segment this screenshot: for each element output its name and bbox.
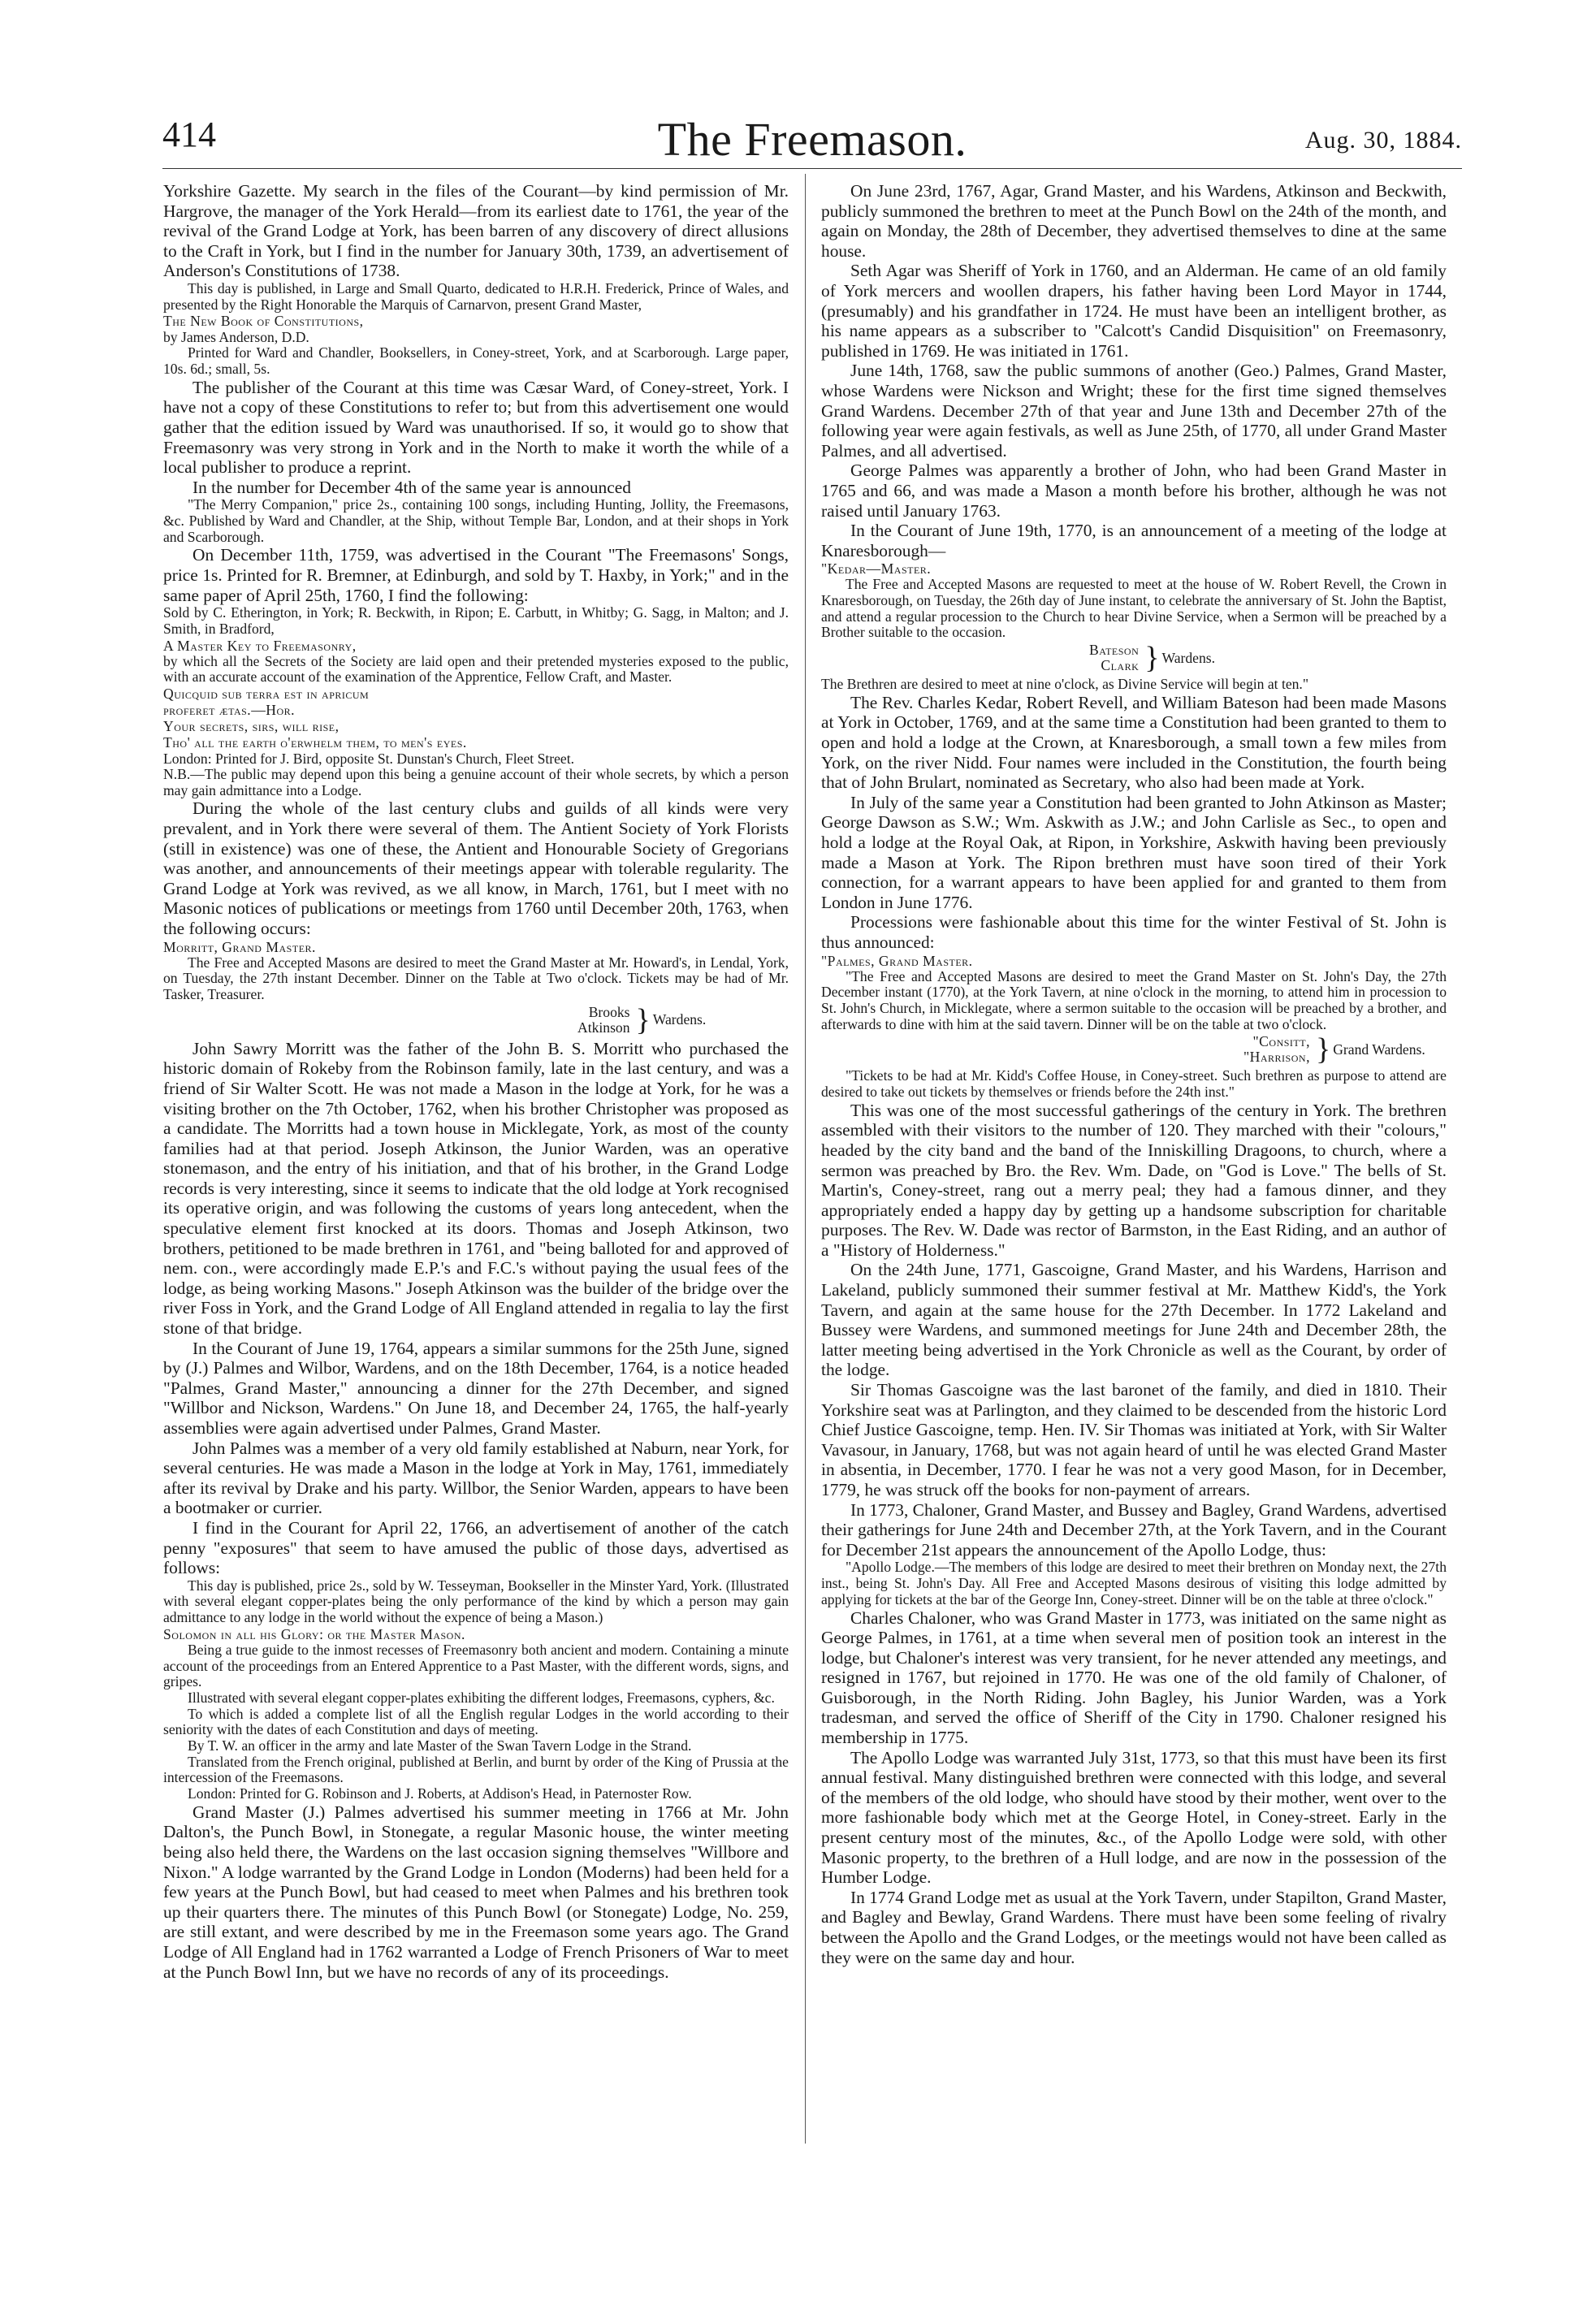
article-paragraph: On the 24th June, 1771, Gascoigne, Grand Master, and his Wardens, Harrison and Lakeland, publicly summoned their summer festival at Mr. Matthew Kidd's, the York Tavern, and again at the same house for the 27th December. In 1772 Lakeland and Bussey were Wardens, and summoned meetings for June 24th and December 28th, the latter meeting being advertised in the York Chronicle as well as the Courant, by order of the lodge. (821, 1260, 1447, 1380)
article-paragraph: In July of the same year a Constitution had been granted to John Atkinson as Master; George Dawson as S.W.; Wm. Askwith as J.W.; and John Carlisle as Sec., to open and hold a lodge at the Royal Oak, at Ripon, in Yorkshire, Askwith having been previously made a Mason at York. The Ripon brethren must have soon tired of their York connection, for a warrant appears to have been applied for and granted to them from London in June 1776. (821, 792, 1447, 912)
notice-text: "Apollo Lodge.—The members of this lodge are desired to meet their brethren on Monday next, the 27th inst., being St. John's Day. All Free and Accepted Masons desirous of visiting this lodge admitted by applying for tickets at the bar of the George Inn, Coney-street. Dinner will be on the table at three o'clock." (821, 1559, 1447, 1607)
brace-glyph: } (1144, 641, 1160, 676)
article-paragraph: In the number for December 4th of the same year is announced (192, 477, 631, 497)
wardens-label: Grand Wardens. (1333, 1041, 1425, 1058)
column-divider (805, 174, 806, 2144)
article-paragraph: John Palmes was a member of a very old family established at Naburn, near York, for several centuries. He was made a Mason in the lodge at York in May, 1761, immediately after its revival by Drake and his party. Willbor, the Senior Warden, appears to have been a bootmaker or currier. (163, 1438, 789, 1518)
advertisement-text: This day is published, in Large and Small Quarto, dedicated to H.R.H. Frederick, Prince of Wales, and presented by the Right Honorable the Marquis of Carnarvon, present Grand Master, (163, 279, 789, 313)
notice-text: The Free and Accepted Masons are requested to meet at the house of W. Robert Revell, the Crown in Knaresborough, on Tuesday, the 26th day of June instant, to celebrate the anniversary of St. John the Baptist, and attend a regular procession to the Church to hear Divine Service, when a Sermon will be preached by a Brother suitable to the occasion. (821, 576, 1447, 641)
masthead-title: The Freemason. (657, 113, 967, 166)
advertisement-text: Being a true guide to the inmost recesses of Freemasonry both ancient and modern. Containing a minute account of the proceedings from an Entered Apprentice to a Past Master, with the different words, signs, and gripes. (163, 1641, 789, 1690)
article-paragraph: The Rev. Charles Kedar, Robert Revell, and William Bateson had been made Masons at York in October, 1769, and at the same time a Constitution had been granted to them to open and hold a lodge at the Crown, at Knaresborough, a small town a few miles from York, on the river Nidd. Four names were included in the Constitution, the fourth being that of John Brulart, nominated as Secretary, who also had been made at York. (821, 692, 1447, 793)
article-paragraph: The publisher of the Courant at this time was Cæsar Ward, of Coney-street, York. I have not a copy of these Constitutions to refer to; but from this advertisement one would gather that the edition issued by Ward was unauthorised. If so, it would go to show that Freemasonry was very strong in York and in the North to make it worth the while of a local publisher to produce a reprint. (163, 377, 789, 478)
brace-glyph: } (1315, 1032, 1331, 1067)
imprint-line: London: Printed for J. Bird, opposite St. Dunstan's Church, Fleet Street. (163, 751, 575, 768)
header-rule (162, 168, 1462, 169)
advertisement-author: by James Anderson, D.D. (163, 329, 309, 346)
article-paragraph: Charles Chaloner, who was Grand Master in 1773, was initiated on the same night as George Palmes, in 1761, at a time when several men of position took an interest in the lodge, but Chaloner's interest was very transient, for he never attended any meetings, and resigned in 1767, but rejoined in 1770. He was one of the old family of Chaloner, of Guisborough, in the North Riding. John Bagley, his Junior Warden, was a York tradesman, and served the office of Sheriff of the City in 1790. Chaloner resigned his membership in 1775. (821, 1607, 1447, 1748)
notice-heading: Morritt, Grand Master. (163, 938, 316, 955)
motto-line: Quicquid sub terra est in apricum (163, 686, 370, 703)
article-paragraph: Seth Agar was Sheriff of York in 1760, and an Alderman. He came of an old family of York mercers and woollen drapers, his father having been Lord Mayor in 1744, (presumably) and his grandfather in 1724. He must have been an intelligent brother, as his name appears as a subscriber to "Calcott's Candid Disquisition" on Freemasonry, published in 1769. He was initiated in 1761. (821, 261, 1447, 361)
motto-line: proferet ætas.—Hor. (163, 702, 296, 719)
page-header (162, 112, 1462, 177)
article-paragraph: On December 11th, 1759, was advertised in the Courant "The Freemasons' Songs, price 1s. Printed for R. Bremner, at Edinburgh, and sold by T. Haxby, in York;" and in the same paper of April 25th, 1760, I find the following: (163, 545, 789, 605)
right-column (821, 181, 1447, 2147)
advertisement-text: Translated from the French original, published at Berlin, and burnt by order of the King of Prussia at the intercession of the Freemasons. (163, 1753, 789, 1786)
advertisement-text: N.B.—The public may depend upon this being a genuine account of their whole secrets, by which a person may gain admittance into a Lodge. (163, 766, 789, 798)
notice-text: The Brethren are desired to meet at nine o'clock, as Divine Service will begin at ten." (821, 676, 1309, 693)
article-paragraph: In the Courant of June 19, 1764, appears a similar summons for the 25th June, signed by (J.) Palmes and Wilbor, Wardens, and on the 18th December, 1764, is a notice headed "Palmes, Grand Master," announcing a dinner for the 27th December, and signed "Willbor and Nickson, Wardens." On June 18, and December 24, 1765, the half-yearly assemblies were again advertised under Palmes, Grand Master. (163, 1338, 789, 1438)
wardens-label: Wardens. (1161, 649, 1216, 666)
article-paragraph: Sir Thomas Gascoigne was the last baronet of the family, and died in 1810. Their Yorkshire seat was at Parlington, and they claimed to be descended from the historic Lord Chief Justice Gascoigne, temp. Hen. IV. Sir Thomas was initiated at York, with Sir Walter Vavasour, in January, 1768, but was not again heard of until he was elected Grand Master in absentia, in December, 1770. I fear he was not a very good Mason, for in December, 1779, he was struck off the books for non-payment of arrears. (821, 1380, 1447, 1500)
verse-line: Tho' all the earth o'erwhelm them, to men's eyes. (163, 734, 467, 751)
article-paragraph: The Apollo Lodge was warranted July 31st, 1773, so that this must have been its first annual festival. Many distinguished brethren were connected with this lodge, and several of the members of the old lodge, who should have stood by their mother, went over to the more fashionable body which met at the George Hotel, in Coney-street. Early in the present century most of the minutes, &c., of the Apollo Lodge were sold, with other Masonic property, to the brethren of a Hull lodge, and are now in the possession of the Humber Lodge. (821, 1747, 1447, 1888)
verse-line: Your secrets, sirs, will rise, (163, 718, 340, 735)
article-paragraph: Grand Master (J.) Palmes advertised his summer meeting in 1766 at Mr. John Dalton's, the Punch Bowl, in Stonegate, a regular Masonic house, the winter meeting being also held there, the Wardens on the last occasion signing themselves "Willbore and Nixon." A lodge warranted by the Grand Lodge in London (Moderns) had been held for a few years at the Punch Bowl, but had ceased to meet when Palmes and his brethren took up their quarters there. The minutes of this Punch Bowl (or Stonegate) Lodge, No. 259, are still extant, and were described by me in the Freemason some years ago. The Grand Lodge of All England had in 1762 warranted a Lodge of French Prisoners of War to meet at the Punch Bowl Inn, but we have no records of any of its proceedings. (163, 1802, 789, 1982)
notice-text: "Tickets to be had at Mr. Kidd's Coffee House, in Coney-street. Such brethren as purpose to attend are desired to take out tickets by themselves or friends before the 24th inst." (821, 1067, 1447, 1101)
article-paragraph: This was one of the most successful gatherings of the century in York. The brethren assembled with their visitors to the number of 120. They marched with their "colours," headed by the city band and the band of the Inniskilling Dragoons, to church, where a sermon was preached by Bro. the Rev. Wm. Dade, on "God is Love." The bells of St. Martin's, Coney-street, rang out a merry peal; they had a famous dinner, and they appropriately ended a happy day by getting up a handsome subscription for charitable purposes. The Rev. W. Dade was rector of Barmston, in the East Riding, and an author of a "History of Holderness." (821, 1100, 1447, 1260)
advertisement-text: by which all the Secrets of the Society are laid open and their pretended mysteries exposed to the public, with an accurate account of the examination of the Apprentice, Fellow Craft, and Master. (163, 652, 789, 686)
left-column (163, 181, 789, 2147)
advertisement-title: The New Book of Constitutions, (163, 313, 364, 330)
warden-name: Atkinson (577, 1019, 630, 1036)
advertisement-title: A Master Key to Freemasonry, (163, 637, 357, 654)
warden-name: "Harrison, (1243, 1049, 1310, 1066)
article-paragraph: John Sawry Morritt was the father of the John B. S. Morritt who purchased the historic domain of Rokeby from the Robinson family, late in the last century, and was a friend of Sir Walter Scott. He was not made a Mason in the lodge at York, for he was a visiting brother on the 7th October, 1762, when his brother Christopher was proposed as a candidate. The Morritts had a town house in Micklegate, York, as most of the county families had at that period. Joseph Atkinson, the Junior Warden, was an operative stonemason, and the entry of his initiation, and that of his brother, in the Grand Lodge records is very interesting, since it seems to indicate that the old lodge at York recognised its operative origin, and was following the customs of years long antecedent, when the speculative element first knocked at its doors. Thomas and Joseph Atkinson, two brothers, petitioned to be made brethren in 1761, and "being balloted for and approved of nem. con., were accordingly made E.P.'s and F.C.'s without paying the usual fees of the lodge, as being working Masons." Joseph Atkinson was the builder of the bridge over the river Foss in York, and the Grand Lodge of All England attended in regalia to lay the first stone of that bridge. (163, 1038, 789, 1339)
warden-name: "Consitt, (1252, 1033, 1310, 1050)
advertisement-text: London: Printed for G. Robinson and J. Roberts, at Addison's Head, in Paternoster Row. (188, 1785, 692, 1802)
article-paragraph: Processions were fashionable about this time for the winter Festival of St. John is thus announced: (821, 912, 1447, 952)
advertisement-text: By T. W. an officer in the army and late Master of the Swan Tavern Lodge in the Strand. (188, 1737, 692, 1754)
advertisement-text: "The Merry Companion," price 2s., containing 100 songs, including Hunting, Jollity, the Freemasons, &c. Published by Ward and Chandler, at the Ship, without Temple Bar, London, and at their shops in York and Scarborough. (163, 496, 789, 545)
advertisement-text: Illustrated with several elegant copper-plates exhibiting the different lodges, Freemasons, cyphers, &c. (188, 1689, 775, 1706)
advertisement-text: This day is published, price 2s., sold by W. Tesseyman, Bookseller in the Minster Yard, York. (Illustrated with several elegant copper-plates being the only performance of the kind by which a person may gain admittance to any lodge in the world without the expence of being a Mason.) (163, 1577, 789, 1626)
article-paragraph: During the whole of the last century clubs and guilds of all kinds were very prevalent, and in York there were several of them. The Antient Society of York Florists (still in existence) was one of these, the Antient and Honourable Society of Gregorians was another, and announcements of their meetings appear with tolerable regularity. The Grand Lodge at York was revived, as we all know, in March, 1761, but I meet with no Masonic notices of publications or meetings from 1760 until December 20th, 1763, when the following occurs: (163, 798, 789, 939)
article-paragraph: I find in the Courant for April 22, 1766, an advertisement of another of the catch penny "exposures" that seem to have amused the public of those days, advertised as follows: (163, 1517, 789, 1578)
warden-name: Clark (1101, 657, 1140, 674)
brace-glyph: } (635, 1002, 651, 1037)
issue-date: Aug. 30, 1884. (1304, 127, 1462, 154)
wardens-signature (1243, 1034, 1425, 1065)
wardens-signature (577, 1002, 707, 1037)
advertisement-title: Solomon in all his Glory: or the Master Mason. (163, 1625, 465, 1642)
page-number: 414 (162, 115, 216, 154)
article-paragraph: In 1773, Chaloner, Grand Master, and Bussey and Bagley, Grand Wardens, advertised their gatherings for June 24th and December 27th, at the York Tavern, and in the Courant for December 21st appears the announcement of the Apollo Lodge, thus: (821, 1499, 1447, 1560)
article-paragraph: In the Courant of June 19th, 1770, is an announcement of a meeting of the lodge at Knaresborough— (821, 521, 1447, 560)
wardens-signature (1089, 641, 1216, 676)
notice-heading: "Palmes, Grand Master. (821, 952, 973, 969)
warden-name: Bateson (1089, 642, 1140, 659)
advertisement-text: Sold by C. Etherington, in York; R. Beckwith, in Ripon; E. Carbutt, in Whitby; G. Sagg, in Malton; and J. Smith, in Bradford, (163, 604, 789, 637)
notice-text: "The Free and Accepted Masons are desired to meet the Grand Master on St. John's Day, the 27th December instant (1770), at the York Tavern, at nine o'clock in the morning, to attend him in procession to St. John's Church, in Micklegate, where a sermon suitable to the occasion will be preached by a brother, and afterwards to dine with him at the said tavern. Dinner will be on the table at two o'clock. (821, 967, 1447, 1032)
article-paragraph: George Palmes was apparently a brother of John, who had been Grand Master in 1765 and 66, and was made a Mason a month before his brother, although he was not raised until January 1763. (821, 461, 1447, 521)
notice-heading: "Kedar—Master. (821, 560, 932, 578)
notice-text: The Free and Accepted Masons are desired to meet the Grand Master at Mr. Howard's, in Lendal, York, on Tuesday, the 27th instant December. Dinner on the Table at Two o'clock. Tickets may be had of Mr. Tasker, Treasurer. (163, 954, 789, 1003)
article-paragraph: Yorkshire Gazette. My search in the files of the Courant—by kind permission of Mr. Hargrove, the manager of the York Herald—from its earliest date to 1761, the year of the revival of the Grand Lodge at York, has been barren of any discovery of direct allusions to the Craft in York, but I find in the number for January 30th, 1739, an advertisement of Anderson's Constitutions of 1738. (163, 181, 789, 281)
article-paragraph: In 1774 Grand Lodge met as usual at the York Tavern, under Stapilton, Grand Master, and Bagley and Bewlay, Grand Wardens. There must have been some feeling of rivalry between the Apollo and the Grand Lodges, or the meetings would not have been called as they were on the same day and hour. (821, 1887, 1447, 1967)
article-paragraph: June 14th, 1768, saw the public summons of another (Geo.) Palmes, Grand Master, whose Wardens were Nickson and Wright; these for the first time signed themselves Grand Wardens. December 27th of that year and June 13th and December 27th of the following year were again festivals, as well as June 25th, of 1770, all under Grand Master Palmes, and all advertised. (821, 361, 1447, 461)
warden-name: Brooks (588, 1003, 630, 1020)
wardens-label: Wardens. (652, 1011, 707, 1028)
article-paragraph: On June 23rd, 1767, Agar, Grand Master, and his Wardens, Atkinson and Beckwith, publicly summoned the brethren to meet at the Punch Bowl on the 24th of the month, and again on Monday, the 28th of December, they advertised themselves to dine at the same house. (821, 181, 1447, 261)
advertisement-text: Printed for Ward and Chandler, Booksellers, in Coney-street, York, and at Scarborough. Large paper, 10s. 6d.; small, 5s. (163, 344, 789, 378)
advertisement-text: To which is added a complete list of all the English regular Lodges in the world according to their seniority with the dates of each Constitution and days of meeting. (163, 1705, 789, 1738)
